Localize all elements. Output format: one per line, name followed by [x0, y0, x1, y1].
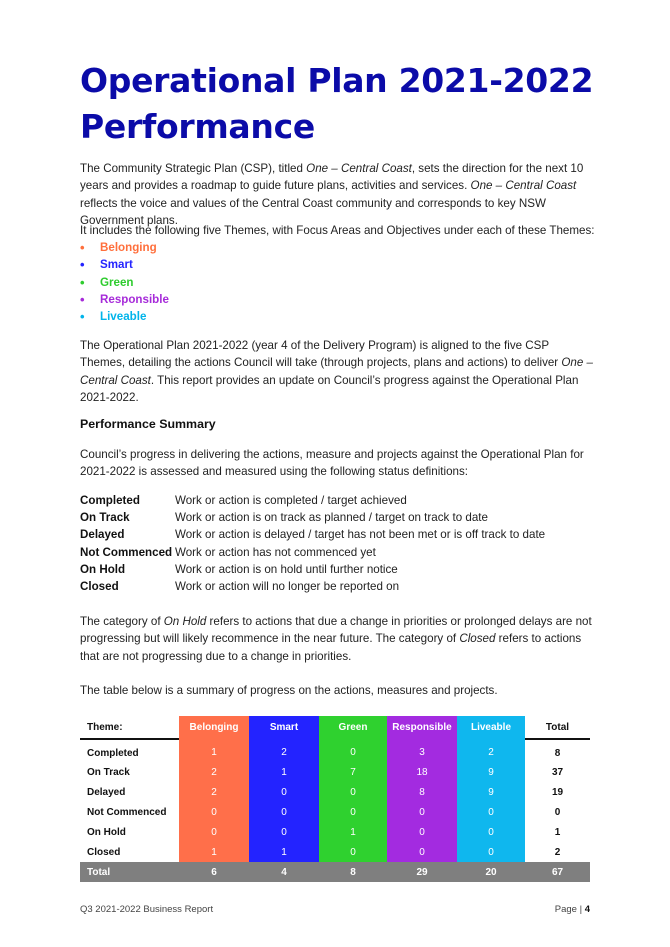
row-total: 2: [554, 846, 561, 858]
definition-term: Delayed: [80, 528, 125, 542]
table-cell: 1: [179, 739, 249, 762]
table-cell: 0: [457, 822, 525, 842]
column-header-liveable: Liveable: [457, 716, 525, 739]
table-cell: 7: [319, 762, 387, 782]
definition-term: Not Commenced: [80, 545, 173, 559]
definition-row: [80, 492, 545, 509]
table-cell: 3: [387, 739, 457, 762]
bullet-icon: •: [80, 257, 85, 273]
table-intro: The table below is a summary of progress on the actions, measures and projects.: [80, 684, 498, 697]
table-cell: 0: [457, 802, 525, 822]
table-cell: 0: [387, 822, 457, 842]
table-cell: 0: [319, 739, 387, 762]
row-label: On Hold: [87, 826, 126, 838]
table-row-not-commenced: [80, 802, 590, 822]
theme-list: [80, 239, 169, 325]
column-total: 8: [319, 862, 387, 882]
table-cell: 2: [179, 782, 249, 802]
theme-label: Belonging: [100, 241, 157, 255]
table-cell: 1: [249, 762, 319, 782]
table-cell: 0: [387, 802, 457, 822]
plan-italic: One – Central Coast: [80, 356, 593, 387]
page-number: 4: [584, 904, 590, 915]
row-total: 8: [554, 747, 561, 759]
definition-text: Work or action is delayed / target has not been met or is off track to date: [175, 528, 546, 542]
definition-term: On Hold: [80, 562, 126, 576]
category-italic-1: On Hold: [163, 615, 207, 628]
row-total: 19: [551, 786, 564, 798]
column-total: 29: [387, 862, 457, 882]
definition-text: Work or action will no longer be reported on: [175, 580, 400, 594]
table-row-closed: [80, 842, 590, 862]
column-total: 4: [249, 862, 319, 882]
footer-report-title: Q3 2021-2022 Business Report: [80, 904, 214, 915]
intro-text-b: , sets the direction for the next 10 years and provides a roadmap to guide future plans, activities and services.: [80, 162, 584, 193]
table-cell: 2: [249, 739, 319, 762]
bullet-icon: •: [80, 274, 85, 290]
bullet-icon: •: [80, 309, 85, 325]
theme-item-green: [80, 274, 169, 291]
table-header-row: [80, 716, 590, 739]
summary-heading: Performance Summary: [80, 417, 216, 431]
performance-summary-table: [80, 716, 590, 882]
table-total-row: [80, 862, 590, 882]
definition-text: Work or action is completed / target achieved: [175, 494, 407, 508]
summary-paragraph: Council’s progress in delivering the actions, measure and projects against the Operational Plan for 2021-2022 is assessed and measured using the following status definitions:: [80, 448, 584, 479]
table-row-on-track: [80, 762, 590, 782]
intro-paragraph: [80, 160, 595, 230]
definition-row: [80, 526, 545, 543]
page-title: Operational Plan 2021-2022 Performance: [80, 61, 594, 146]
table-cell: 0: [249, 822, 319, 842]
column-header-smart: Smart: [249, 716, 319, 739]
table-cell: 0: [457, 842, 525, 862]
table-cell: 2: [457, 739, 525, 762]
row-label: Not Commenced: [87, 806, 167, 818]
table-row-on-hold: [80, 822, 590, 842]
table-cell: 1: [319, 822, 387, 842]
intro-text-a: The Community Strategic Plan (CSP), titled: [80, 162, 307, 175]
grand-total: 67: [525, 862, 590, 882]
definition-row: [80, 578, 545, 595]
row-total: 0: [554, 806, 561, 818]
table-cell: 1: [179, 842, 249, 862]
row-label: Total: [80, 862, 179, 882]
column-header-green: Green: [319, 716, 387, 739]
total-header: Total: [525, 716, 590, 739]
intro-text-c: reflects the voice and values of the Central Coast community and corresponds to key NSW Government plans.: [80, 196, 546, 228]
intro-italic-1: One – Central Coast: [306, 162, 412, 175]
footer-page-number: [555, 904, 590, 915]
themes-intro: It includes the following five Themes, with Focus Areas and Objectives under each of these Themes:: [80, 224, 595, 237]
theme-item-liveable: [80, 308, 169, 325]
bullet-icon: •: [80, 240, 85, 256]
definition-text: Work or action is on track as planned / target on track to date: [175, 511, 488, 525]
column-header-responsible: Responsible: [387, 716, 457, 739]
category-text-a: The category of: [80, 615, 164, 628]
definition-term: On Track: [80, 511, 130, 525]
page-label: Page |: [554, 904, 585, 915]
category-paragraph: [80, 613, 595, 665]
table-cell: 0: [319, 842, 387, 862]
table-cell: 0: [179, 802, 249, 822]
category-text-c: refers to actions that are not progressing due to a change in priorities.: [80, 632, 582, 663]
column-total: 20: [457, 862, 525, 882]
category-italic-2: Closed: [459, 632, 496, 646]
column-header-belonging: Belonging: [179, 716, 249, 739]
table-cell: 0: [387, 842, 457, 862]
theme-label: Smart: [100, 258, 133, 272]
theme-label: Green: [100, 275, 134, 289]
definition-term: Closed: [80, 580, 119, 594]
status-definitions: [80, 492, 545, 595]
bullet-icon: •: [80, 292, 85, 308]
plan-text-b: . This report provides an update on Council’s progress against the Operational Plan 2021-2022.: [80, 373, 579, 405]
table-cell: 0: [249, 782, 319, 802]
row-total: 37: [551, 766, 564, 778]
row-label: Completed: [87, 747, 139, 759]
table-cell: 18: [387, 762, 457, 782]
table-cell: 0: [319, 782, 387, 802]
category-text-b: refers to actions that due a change in priorities or prolonged delays are not progressing but will likely recommence in the near future. The category of: [80, 615, 592, 646]
theme-item-responsible: [80, 291, 169, 308]
definition-term: Completed: [80, 494, 140, 508]
column-total: 6: [179, 862, 249, 882]
table-row-completed: [80, 739, 590, 762]
definition-text: Work or action has not commenced yet: [175, 545, 376, 559]
table-cell: 0: [179, 822, 249, 842]
theme-header: Theme:: [80, 716, 179, 739]
row-label: On Track: [87, 766, 130, 778]
definition-text: Work or action is on hold until further notice: [175, 562, 398, 576]
table-cell: 9: [457, 762, 525, 782]
theme-item-smart: [80, 256, 169, 273]
plan-paragraph: [80, 337, 595, 407]
definition-row: [80, 544, 545, 561]
table-row-delayed: [80, 782, 590, 802]
table-cell: 1: [249, 842, 319, 862]
row-label: Delayed: [87, 786, 126, 798]
definition-row: [80, 561, 545, 578]
table-cell: 8: [387, 782, 457, 802]
intro-italic-2: One – Central Coast: [470, 179, 577, 193]
row-total: 1: [554, 826, 561, 838]
plan-text-a: The Operational Plan 2021-2022 (year 4 of the Delivery Program) is aligned to the five CSP Themes, detailing the actions Council will take (through projects, plans and actions) to deliver: [80, 339, 562, 370]
table-cell: 2: [179, 762, 249, 782]
theme-label: Liveable: [100, 310, 147, 324]
theme-item-belonging: [80, 239, 169, 256]
definition-row: [80, 509, 545, 526]
theme-label: Responsible: [100, 293, 169, 307]
table-cell: 0: [249, 802, 319, 822]
table-cell: 9: [457, 782, 525, 802]
table-cell: 0: [319, 802, 387, 822]
row-label: Closed: [87, 846, 121, 858]
